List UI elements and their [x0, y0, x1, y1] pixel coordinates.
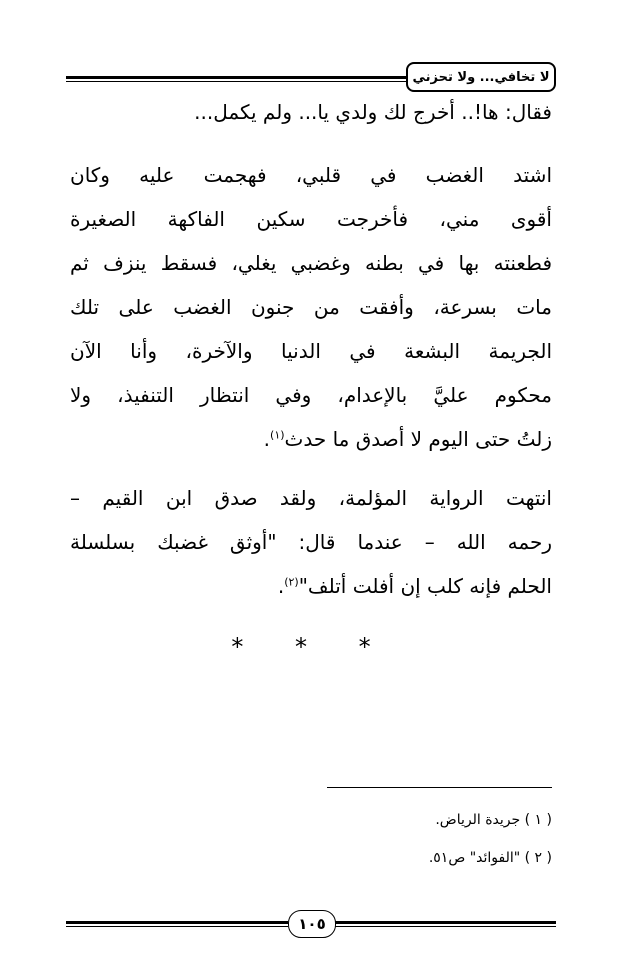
page-footer	[66, 908, 556, 944]
text-line: رحمه الله – عندما قال: "أوثق غضبك بسلسلة	[70, 530, 552, 554]
text-line: أقوى مني، فأخرجت سكين الفاكهة الصغيرة	[70, 207, 552, 231]
text-line: فطعنته بها في بطنه وغضبي يغلي، فسقط ينزف ثم	[70, 251, 552, 275]
header-rule-thin	[66, 81, 406, 82]
footnote-rule	[327, 787, 552, 788]
footnote: ( ٢ ) "الفوائد" ص٥١.	[428, 850, 552, 866]
text-line: زلتُ حتى اليوم لا أصدق ما حدث$^{(١)}$.	[263, 427, 552, 451]
text-line: اشتد الغضب في قلبي، فهجمت عليه وكان	[70, 163, 552, 187]
text-line: انتهت الرواية المؤلمة، ولقد صدق ابن القيم –	[70, 486, 552, 510]
running-title: لا تخافي... ولا تحزني	[406, 62, 556, 92]
footer-rule-thin	[66, 926, 288, 927]
text-line: فقال: ها!.. أخرج لك ولدي يا... ولم يكمل...	[194, 100, 552, 124]
footnote-ref: (٢)	[284, 575, 299, 589]
page-number: ١٠٥	[288, 910, 336, 938]
text-line-content: الحلم فإنه كلب إن أفلت أتلف"	[298, 574, 552, 598]
text-line: مات بسرعة، وأفقت من جنون الغضب على تلك	[70, 295, 552, 319]
footnote: ( ١ ) جريدة الرياض.	[435, 812, 552, 828]
text-line: الجريمة البشعة في الدنيا والآخرة، وأنا الآن	[70, 339, 552, 363]
footnote-ref: (١)	[270, 428, 285, 442]
footer-rule	[66, 921, 288, 924]
footer-rule	[334, 921, 556, 924]
text-line: محكوم عليَّ بالإعدام، وفي انتظار التنفيذ، ولا	[70, 383, 552, 407]
header-rule	[66, 76, 406, 79]
text-line-content: زلتُ حتى اليوم لا أصدق ما حدث	[284, 427, 552, 451]
footer-rule-thin	[334, 926, 556, 927]
page-header	[66, 56, 556, 96]
text-line: الحلم فإنه كلب إن أفلت أتلف"$^{(٢)}$.	[277, 574, 552, 598]
section-separator: * * *	[231, 633, 393, 661]
